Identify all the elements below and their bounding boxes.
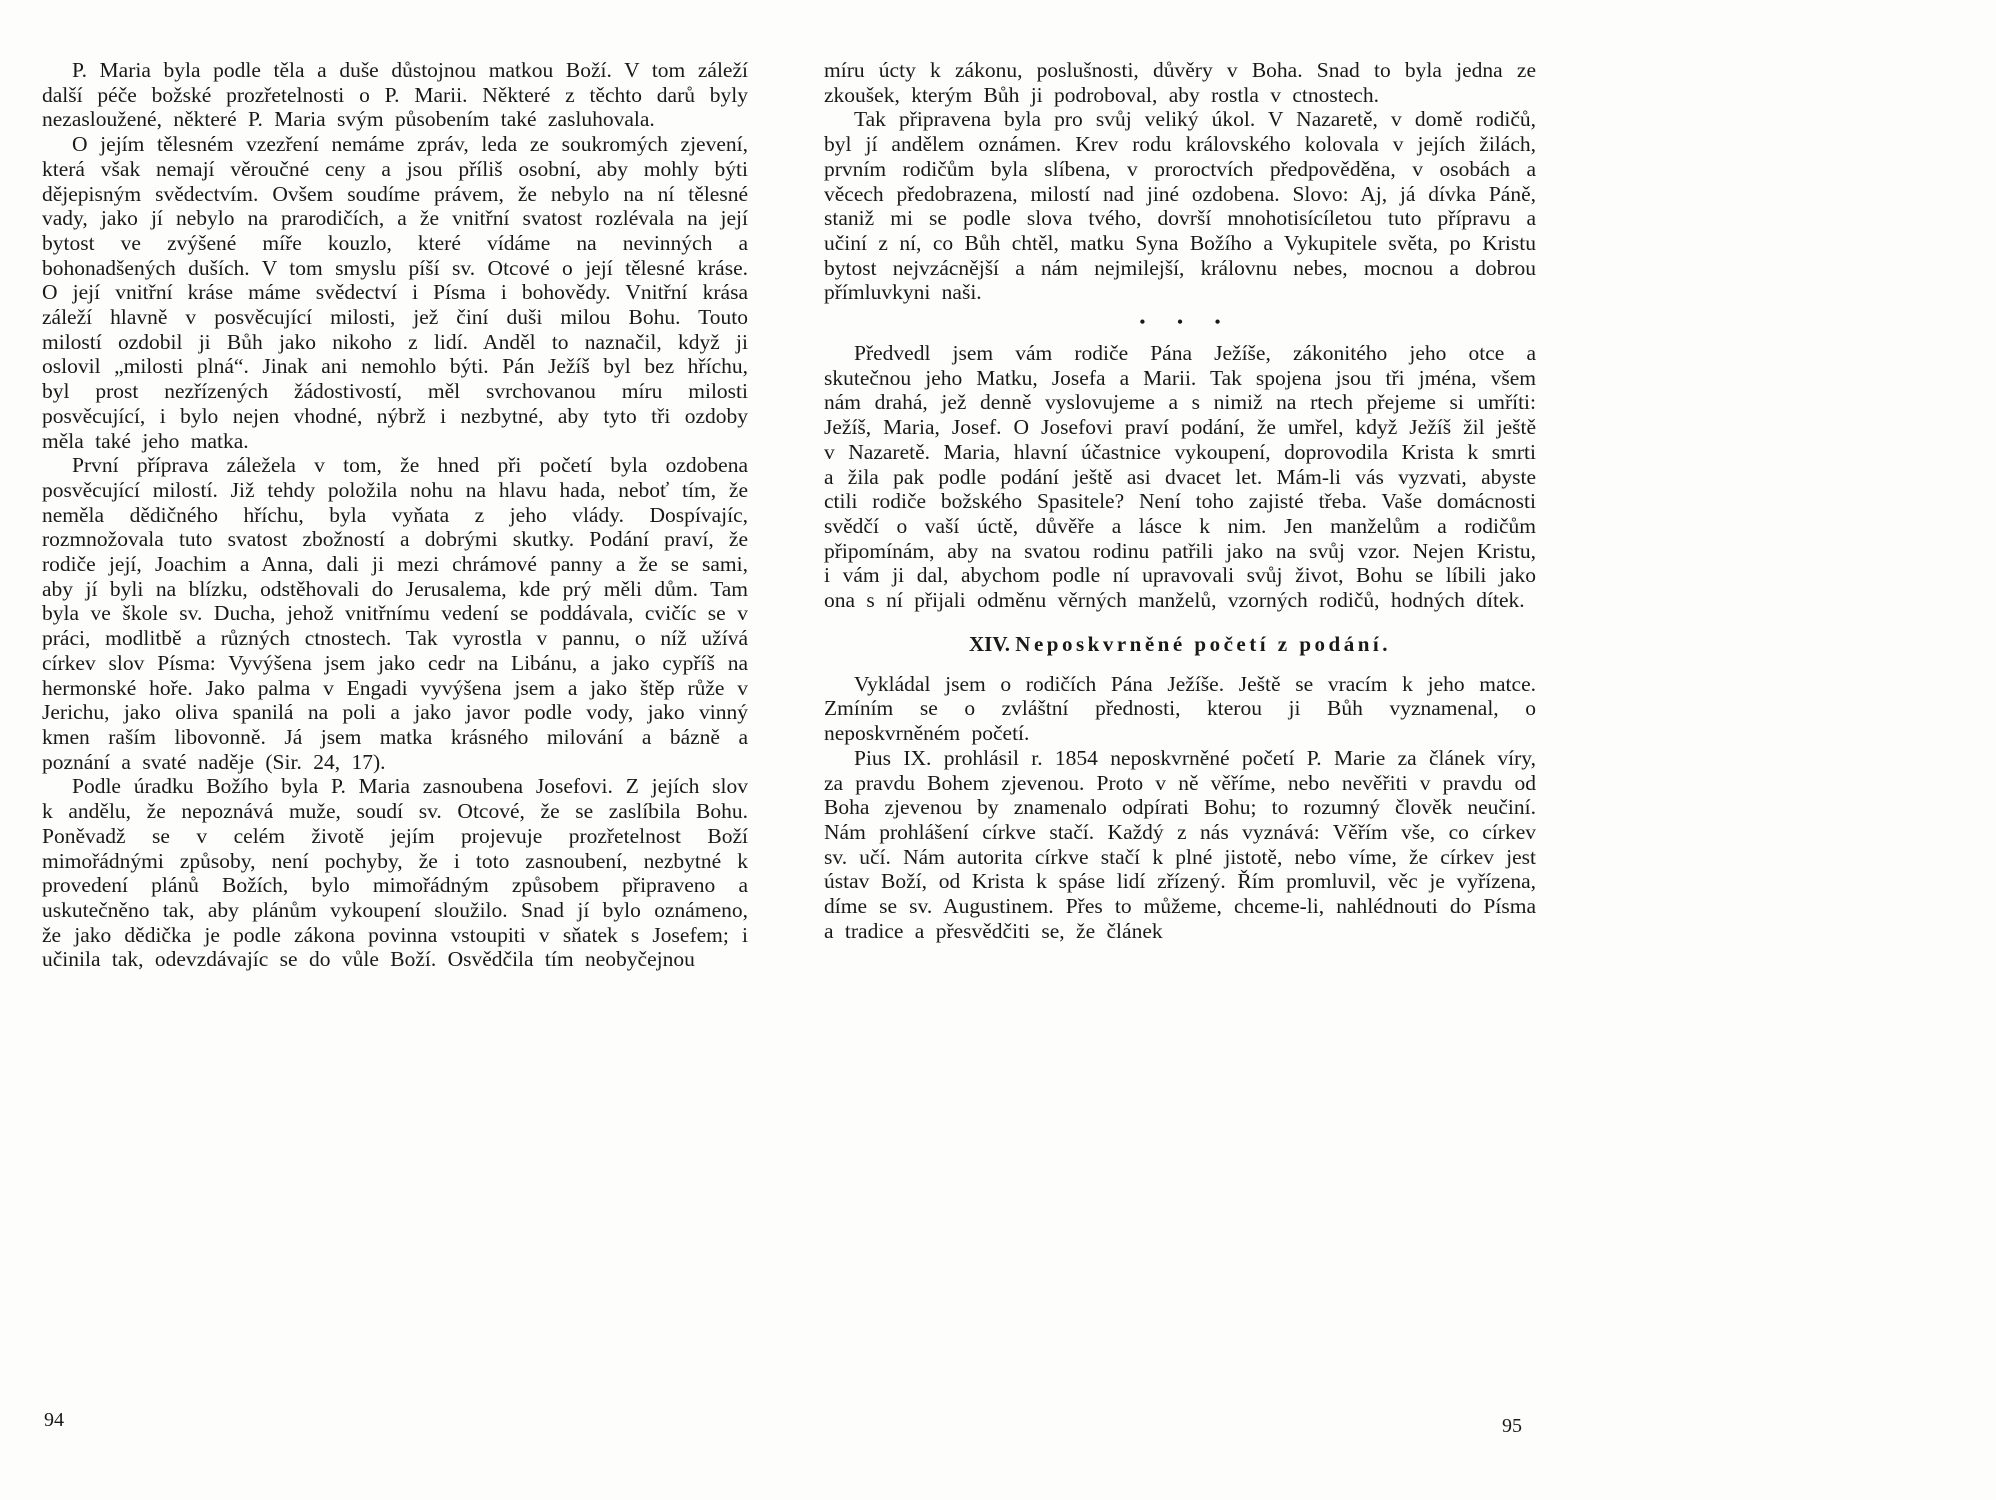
paragraph: Vykládal jsem o rodičích Pána Ježíše. Ještě se vracím k jeho matce. Zmíním se o zvláštní přednosti, kterou ji Bůh vyznamenal, o neposkvrněném početí. [824, 671, 1536, 746]
chapter-title: Neposkvrněné početí z podání. [1015, 631, 1391, 656]
paragraph: P. Maria byla podle těla a duše důstojnou matkou Boží. V tom záleží další péče božské prozřetelnosti o P. Marii. Některé z těchto darů byly nezasloužené, některé P. Maria svým působením také zasluhovala. [42, 58, 748, 132]
page-number-right: 95 [1502, 1415, 1522, 1437]
chapter-number: XIV. [969, 631, 1011, 656]
paragraph: Pius IX. prohlásil r. 1854 neposkvrněné početí P. Marie za článek víry, za pravdu Bohem zjevenou. Proto v ně věříme, nebo nevěřiti v pravdu od Boha zjevenou by znamenalo odpírati Bohu; to rozumný člověk neučiní. Nám prohlášení církve stačí. Každý z nás vyznává: Věřím vše, co církev sv. učí. Nám autorita církve stačí k plné jistotě, nebo víme, že církev jest ústav Boží, od Krista k spáse lidí zřízený. Řím promluvil, věc je vyřízena, díme se sv. Augustinem. Přes to můžeme, chceme-li, nahlédnouti do Písma a tradice a přesvědčiti se, že článek [824, 745, 1536, 943]
paragraph-continuation: míru úcty k zákonu, poslušnosti, důvěry v Boha. Snad to byla jedna ze zkoušek, kterým Bůh ji podroboval, aby rostla v ctnostech. [824, 58, 1536, 107]
paragraph: O jejím tělesném vzezření nemáme zpráv, leda ze soukromých zjevení, která však nemají věroučné ceny a jsou příliš osobní, aby mohly býti dějepisným svědectvím. Ovšem soudíme právem, že nebylo na ní tělesné vady, jako jí nebylo na prarodičích, a že vnitřní svatost rozlévala na její bytost ve zvýšené míře kouzlo, které vídáme na nevinných a bohonadšených duších. V tom smyslu píší sv. Otcové o její tělesné kráse. O její vnitřní kráse máme svědectví i Písma i bohovědy. Vnitřní krása záleží hlavně v posvěcující milosti, jež činí duši milou Bohu. Touto milostí ozdobil ji Bůh jako nikoho z lidí. Anděl to naznačil, když ji oslovil „milosti plná“. Jinak ani nemohlo býti. Pán Ježíš byl bez hříchu, byl prost nezřízených žádostivostí, měl svrchovanou míru milosti posvěcující, i bylo nejen vhodné, nýbrž i nezbytné, aby tyto tři ozdoby měla také jeho matka. [42, 132, 748, 453]
paragraph: První příprava záležela v tom, že hned při početí byla ozdobena posvěcující milostí. Již tehdy položila nohu na hlavu hada, neboť tím, že neměla dědičného hříchu, byla vyňata z jeho vlády. Dospívajíc, rozmnožovala tuto svatost zbožností a dobrými skutky. Podání praví, že rodiče její, Joachim a Anna, dali ji mezi chrámové panny a že se sami, aby jí byli na blízku, odstěhovali do Jerusalema, kde prý měli dům. Tam byla ve škole sv. Ducha, jehož vnitřnímu vedení se poddávala, cvičíc se v práci, modlitbě a různých ctnostech. Tak vyrostla v pannu, o níž užívá církev slov Písma: Vyvýšena jsem jako cedr na Libánu, a jako cypříš na hermonské hoře. Jako palma v Engadi vyvýšena jsem a jako štěp růže v Jerichu, jako oliva spanilá na poli a jako javor podle vody, jako vinný kmen raším libovonně. Já jsem matka krásného milování a bázně a poznání a svaté naděje (Sir. 24, 17). [42, 453, 748, 774]
paragraph: Tak připravena byla pro svůj veliký úkol. V Nazaretě, v domě rodičů, byl jí andělem oznámen. Krev rodu královského kolovala v jejích žilách, prvním rodičům byla slíbena, v proroctvích předpověděna, v osobách a věcech předobrazena, milostí nad jiné ozdobena. Slovo: Aj, já dívka Páně, staniž mi se podle slova tvého, dovrší mnohotisícíletou tuto přípravu a učiní z ní, co Bůh chtěl, matku Syna Božího a Vykupitele světa, po Kristu bytost nejvzácnější a nám nejmilejší, královnu nebes, mocnou a dobrou přímluvkyni naši. [824, 107, 1536, 305]
chapter-heading [824, 632, 1536, 657]
paragraph: Předvedl jsem vám rodiče Pána Ježíše, zákonitého jeho otce a skutečnou jeho Matku, Josefa a Marii. Tak spojena jsou tři jména, všem nám drahá, jež denně vyslovujeme a s nimiž na rtech přejeme si umříti: Ježíš, Maria, Josef. O Josefovi praví podání, že umřel, když Ježíš žil ještě v Nazaretě. Maria, hlavní účastnice vykoupení, doprovodila Krista k smrti a žila pak podle podání ještě asi dvacet let. Mám-li vás vyzvati, abyste ctili rodiče božského Spasitele? Není toho zajisté třeba. Vaše domácnosti svědčí o vaší úctě, důvěře a lásce k nim. Jen manželům a rodičům připomínám, aby na svatou rodinu patřili jako na svůj vzor. Nejen Kristu, i vám ji dal, abychom podle ní upravovali svůj život, Bohu se líbili jako ona s ní přijali odměnu věrných manželů, vzorných rodičů, hodných dítek. [824, 341, 1536, 613]
page-number-left: 94 [44, 1409, 64, 1431]
page-94 [42, 58, 748, 972]
section-separator: • • • [1139, 314, 1235, 332]
paragraph: Podle úradku Božího byla P. Maria zasnoubena Josefovi. Z jejích slov k andělu, že nepoznává muže, soudí sv. Otcové, že se zaslíbila Bohu. Poněvadž se v celém životě jejím projevuje prozřetelnost Boží mimořádnými způsoby, není pochyby, že i toto zasnoubení, nezbytné k provedení plánů Božích, bylo mimořádným způsobem připraveno a uskutečněno tak, aby plánům vykoupení sloužilo. Snad jí bylo oznámeno, že jako dědička je podle zákona povinna vstoupiti v sňatek s Josefem; i učinila tak, odevzdávajíc se do vůle Boží. Osvědčila tím neobyčejnou [42, 774, 748, 972]
page-95 [824, 58, 1536, 944]
